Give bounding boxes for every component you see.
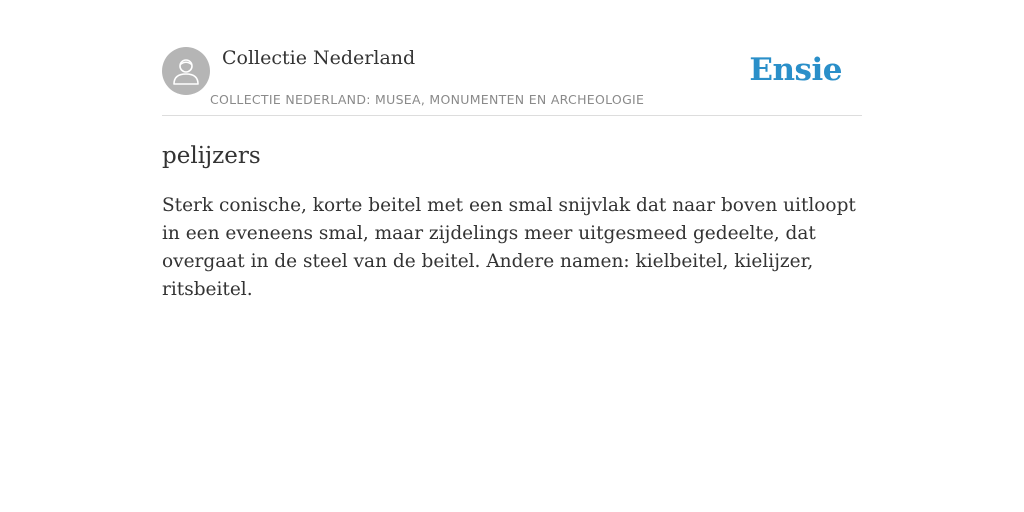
author-subtitle: COLLECTIE NEDERLAND: MUSEA, MONUMENTEN EN ARCHEOLOGIE <box>210 92 645 107</box>
user-icon <box>171 56 201 86</box>
entry-card <box>162 0 862 304</box>
author-header <box>162 0 862 116</box>
entry-term: pelijzers <box>162 143 261 169</box>
entry-definition: Sterk conische, korte beitel met een smal snijvlak dat naar boven uitloopt in een eveneens smal, maar zijdelings meer uitgesmeed gedeelte, dat overgaat in de steel van de beitel. Andere namen: kielbeitel, kielijzer, ritsbeitel. <box>162 195 856 300</box>
author-name-link[interactable]: Collectie Nederland <box>222 47 416 69</box>
ensie-logo[interactable]: Ensie <box>749 52 842 88</box>
author-avatar[interactable] <box>162 47 210 95</box>
